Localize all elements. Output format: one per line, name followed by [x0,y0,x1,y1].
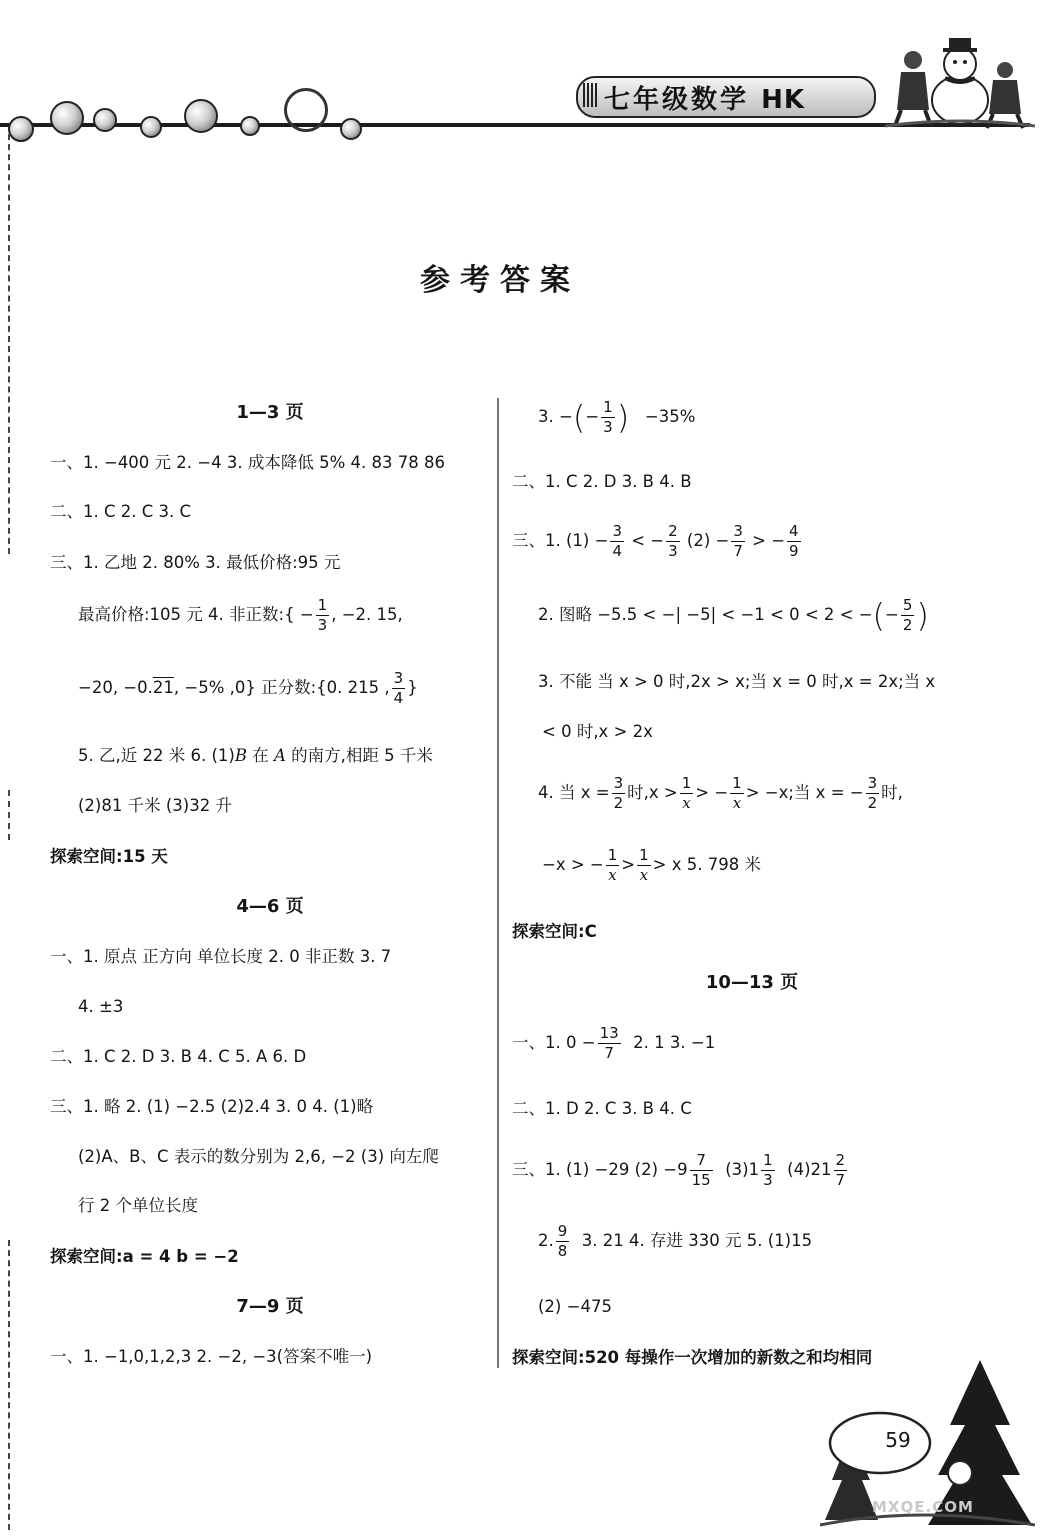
answer-line: 三、1. 乙地 2. 80% 3. 最低价格:95 元 [50,553,341,572]
fraction: $\frac{1}{3}$ [603,398,613,436]
answer-line: 4. ±3 [78,997,124,1016]
fraction: $\frac{1}{3}$ [763,1151,773,1189]
binding-dashed-line [8,1240,10,1530]
answer-line: −20, −0.21, −5% ,0} 正分数:{0. 215 , $\frac{3}{4}$ } [78,669,418,707]
answer-line: 二、1. C 2. D 3. B 4. C 5. A 6. D [50,1047,307,1066]
explore-answer: 探索空间:520 每操作一次增加的新数之和均相同 [512,1348,873,1367]
fraction: $\frac{1}{x}$ [607,846,618,884]
section-title: 1—3 页 [236,402,304,423]
fraction: $\frac{3}{4}$ [612,522,622,560]
page-number: 59 [885,1428,911,1452]
answer-line: 2. $\frac{9}{8}$ 3. 21 4. 存进 330 元 5. (1)15 [538,1222,813,1260]
fraction: $\frac{3}{4}$ [393,669,404,707]
answer-line: (2) −475 [538,1297,612,1316]
answer-line: (2)81 千米 (3)32 升 [78,796,232,815]
book-title: 七年级数学 HK [604,85,805,115]
fraction: $\frac{7}{15}$ [691,1151,711,1189]
column-divider [497,398,499,1368]
binding-dashed-line [8,134,10,554]
fraction: $\frac{3}{2}$ [613,774,624,812]
fraction: $\frac{5}{2}$ [902,596,913,634]
answer-line: (2)A、B、C 表示的数分别为 2,6, −2 (3) 向左爬 [78,1147,439,1166]
answer-line: 二、1. C 2. D 3. B 4. B [512,472,692,491]
answer-line: 二、1. D 2. C 3. B 4. C [512,1099,692,1118]
explore-answer: 探索空间:15 天 [50,847,168,866]
section-title: 10—13 页 [705,972,799,993]
answer-line: 2. 图略 −5.5 < −| −5| < −1 < 0 < 2 < −(− $\frac{5}{2}$ ) [538,596,929,635]
watermark: MXQE.COM [872,1498,974,1516]
answer-line: 行 2 个单位长度 [78,1196,198,1215]
repeating-decimal: 21 [152,678,174,697]
answer-line: 3. −(− $\frac{1}{3}$ ) −35% [538,398,696,437]
fraction: $\frac{3}{7}$ [733,522,743,560]
answer-line: 4. 当 x = $\frac{3}{2}$ 时,x > $\frac{1}{x}$ > − $\frac{1}{x}$ > −x;当 x = − $\frac{3}{2}$ 时, [538,774,903,812]
answer-line: 一、1. −1,0,1,2,3 2. −2, −3(答案不唯一) [50,1347,373,1366]
binding-dashed-line [8,790,10,840]
fraction: $\frac{1}{x}$ [681,774,692,812]
answer-line: 一、1. −400 元 2. −4 3. 成本降低 5% 4. 83 78 86 [50,453,445,472]
fraction: $\frac{9}{8}$ [557,1222,568,1260]
fraction: $\frac{2}{3}$ [668,522,678,560]
fraction: $\frac{3}{2}$ [867,774,878,812]
answer-line: 最高价格:105 元 4. 非正数:{ − $\frac{1}{3}$ , −2. 15, [78,596,403,634]
fraction: $\frac{13}{7}$ [599,1024,619,1062]
fraction: $\frac{1}{x}$ [732,774,742,812]
answer-line: 三、1. (1) −29 (2) −9 $\frac{7}{15}$ (3)1 $\frac{1}{3}$ (4)21 $\frac{2}{7}$ [512,1151,846,1189]
answer-line: −x > − $\frac{1}{x}$ > $\frac{1}{x}$ > x 5. 798 米 [542,846,761,884]
left-column [50,0,490,1400]
answer-line: 一、1. 原点 正方向 单位长度 2. 0 非正数 3. 7 [50,947,392,966]
explore-answer: 探索空间:a = 4 b = −2 [50,1247,239,1266]
fraction: $\frac{1}{3}$ [317,596,328,634]
ornament-ball [8,116,34,142]
answer-line: 二、1. C 2. C 3. C [50,502,192,521]
answer-line: 三、1. (1) − $\frac{3}{4}$ < − $\frac{2}{3}$ (2) − $\frac{3}{7}$ > − $\frac{4}{9}$ [512,522,799,560]
fraction: $\frac{1}{x}$ [639,846,649,884]
answer-line: 5. 乙,近 22 米 6. (1)B 在 A 的南方,相距 5 千米 [78,746,433,765]
right-column [512,0,1032,1400]
answer-line: 一、1. 0 − $\frac{13}{7}$ 2. 1 3. −1 [512,1024,716,1062]
explore-answer: 探索空间:C [512,922,597,941]
section-title: 7—9 页 [236,1296,304,1317]
section-title: 4—6 页 [236,896,304,917]
main-title: 参考答案 [420,263,580,298]
answer-line: 三、1. 略 2. (1) −2.5 (2)2.4 3. 0 4. (1)略 [50,1097,374,1116]
answer-line: 3. 不能 当 x > 0 时,2x > x;当 x = 0 时,x = 2x;当 x [538,672,936,691]
answer-line: < 0 时,x > 2x [542,722,653,741]
fraction: $\frac{2}{7}$ [835,1151,846,1189]
fraction: $\frac{4}{9}$ [789,522,799,560]
